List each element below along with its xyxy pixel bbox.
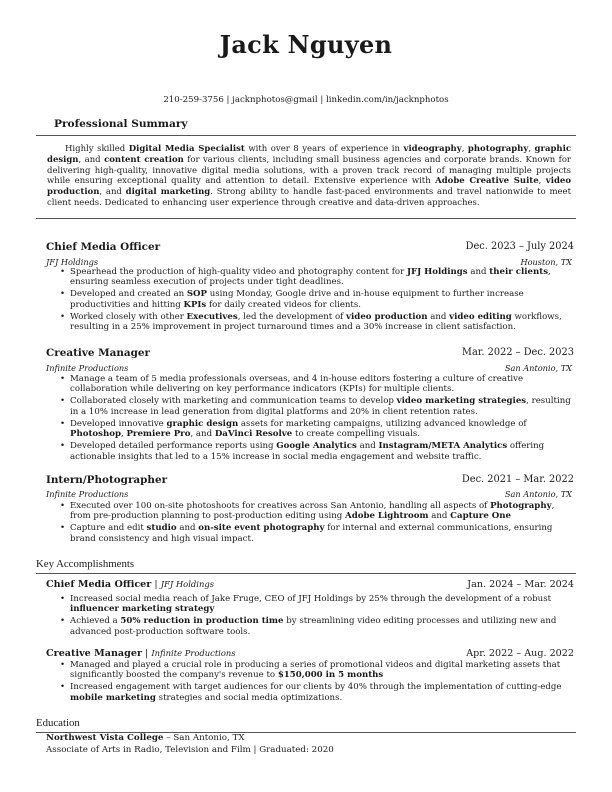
accomplishment-title: Creative Manager	[46, 648, 142, 659]
accomplishment-dates: Apr. 2022 – Aug. 2022	[466, 648, 574, 659]
bold-text: $150,000 in 5 months	[277, 670, 384, 681]
accomplishments-rule	[36, 573, 576, 574]
education-school: Northwest Vista College	[46, 733, 164, 743]
text-run: Developed innovative	[70, 418, 167, 429]
text-run: Collaborated closely with marketing and communication teams to develop	[70, 396, 397, 407]
text-run: Executed over 100 on-site photoshoots for creatives across San Antonio, handling all aspects of	[70, 501, 491, 511]
job-heading	[46, 241, 574, 255]
text-run: , resulting in a 10% increase in lead generation from digital platforms and 20% in client retention rates.	[70, 396, 571, 417]
accomplishment-heading: Chief Media Officer | JFJ Holdings Jan. 2024 – Mar. 2024	[46, 579, 574, 590]
bold-text: Capture One	[450, 511, 511, 522]
summary-rich-text	[47, 144, 571, 208]
bold-text: KPIs	[183, 299, 207, 310]
bold-text: content creation	[104, 154, 184, 165]
bullet-item	[46, 523, 574, 544]
bullet-item	[46, 289, 574, 310]
bold-text: video marketing strategies	[396, 396, 527, 407]
bullet-item	[46, 312, 574, 333]
job-title: Creative Manager	[46, 347, 150, 359]
education-heading: Education	[36, 717, 80, 729]
job-subheading	[46, 489, 572, 500]
job-bullets	[46, 501, 574, 546]
job-title: Chief Media Officer	[46, 241, 161, 253]
job-dates: Dec. 2023 – July 2024	[465, 241, 574, 252]
bullet-item	[46, 267, 574, 288]
job-title: Intern/Photographer	[46, 474, 168, 486]
bullet-icon: •	[60, 289, 66, 300]
bullet-item	[46, 396, 574, 417]
text-run: to create compelling visuals.	[292, 429, 421, 440]
text-run: , and	[99, 187, 126, 198]
bullet-icon: •	[60, 267, 66, 277]
text-run: and	[176, 523, 199, 534]
contact-line: 210-259-3756 | jacknphotos@gmail | linkedin.com/in/jacknphotos	[163, 95, 449, 105]
bold-text: Photoshop	[70, 429, 121, 440]
bullet-icon: •	[60, 616, 66, 627]
text-run: , and	[190, 429, 215, 440]
text-run: and	[467, 267, 490, 277]
text-run: Manage a team of 5 media professionals overseas, and 4 in-house editors fostering a culture of creative collaboration while delivering on key performance indicators (KPIs) for multiple clients.	[70, 374, 524, 395]
text-run: , from pre-production planning to post-production editing using	[70, 501, 555, 522]
bold-text: Digital Media Specialist	[128, 144, 245, 154]
text-run: Highly skilled	[65, 144, 129, 154]
text-run: Achieved a	[70, 616, 121, 627]
job-bullets	[46, 374, 574, 464]
bold-text: videography	[403, 144, 462, 154]
text-run: by streamlining video editing processes and utilizing new and advanced post-production software tools.	[70, 616, 557, 637]
job-dates: Mar. 2022 – Dec. 2023	[461, 347, 574, 358]
job-bullets	[46, 267, 574, 334]
text-run: ,	[461, 144, 468, 154]
job-location: San Antonio, TX	[504, 489, 572, 499]
bold-text: video production	[346, 311, 428, 322]
text-run: and	[427, 311, 450, 322]
text-run: workflows, resulting in a 25% improvement in project turnaround times and a 30% increase in client satisfaction.	[70, 311, 562, 333]
accomplishment-bullets	[46, 660, 574, 705]
accomplishment-company: Infinite Productions	[151, 648, 236, 658]
bullet-item	[46, 419, 574, 440]
candidate-name: Jack Nguyen	[219, 30, 393, 59]
accomplishment-bullets	[46, 594, 574, 639]
bold-text: influencer marketing strategy	[70, 604, 215, 615]
text-run: , ensuring seamless execution of projects under tight deadlines.	[70, 267, 551, 288]
bullet-icon: •	[60, 311, 66, 322]
accomplishments-heading: Key Accomplishments	[36, 558, 135, 570]
bold-text: Executives	[186, 311, 238, 322]
bullet-item	[46, 616, 574, 637]
text-run: Increased social media reach of Jake Fruge, CEO of JFJ Holdings by 25% through the development of a robust	[70, 594, 552, 604]
job-location: Houston, TX	[520, 257, 572, 267]
text-run: for daily created videos for clients.	[206, 299, 362, 310]
bullet-icon: •	[60, 501, 66, 511]
bold-text: JFJ Holdings	[406, 267, 468, 277]
job-heading	[46, 347, 574, 361]
text-run: , led the development of	[237, 311, 347, 322]
accomplishment-title: Chief Media Officer	[46, 579, 152, 590]
job-heading	[46, 474, 574, 488]
text-run: and	[428, 511, 451, 522]
summary-paragraph	[47, 144, 571, 209]
accomplishment-dates: Jan. 2024 – Mar. 2024	[467, 579, 574, 590]
bold-text: Instagram/META Analytics	[378, 441, 508, 452]
text-run: for various clients, including small business agencies and corporate brands. Known for delivering high-quality, innovative digital media solutions, with a proven track record of managing multiple projects while ensuring exceptional quality and attention to detail. Extensive experience with	[47, 154, 571, 187]
bullet-icon: •	[60, 374, 66, 384]
text-run: , and	[78, 154, 105, 165]
summary-top-rule	[36, 135, 576, 136]
text-run: and	[356, 441, 379, 452]
bullet-item	[46, 501, 574, 522]
bold-text: Google Analytics	[276, 441, 357, 452]
bold-text: digital marketing	[125, 187, 211, 198]
job-company: JFJ Holdings	[46, 257, 99, 267]
accomplishment-heading: Creative Manager | Infinite Productions Apr. 2022 – Aug. 2022	[46, 648, 574, 659]
bold-text: Photography	[490, 501, 552, 511]
bold-text: 50% reduction in production time	[120, 616, 284, 627]
text-run: Capture and edit	[70, 523, 147, 534]
bold-text: Premiere Pro	[126, 429, 191, 440]
bold-text: SOP	[186, 289, 207, 300]
text-run: ,	[120, 429, 127, 440]
bullet-item	[46, 660, 574, 681]
text-run: for internal and external communications, ensuring brand consistency and high visual impact.	[70, 523, 553, 544]
bullet-icon: •	[60, 523, 66, 534]
bold-text: on-site event photography	[198, 523, 325, 534]
bold-text: video production	[47, 176, 571, 198]
bullet-item	[46, 594, 574, 615]
text-run: Developed and created an	[70, 289, 187, 300]
bullet-item	[46, 441, 574, 462]
bold-text: graphic design	[166, 418, 239, 429]
bullet-icon: •	[60, 594, 66, 604]
bold-text: DaVinci Resolve	[214, 429, 293, 440]
bullet-icon: •	[60, 418, 66, 429]
text-run: offering actionable insights that led to a 15% increase in social media engagement and website traffic.	[70, 441, 545, 462]
education-location: – San Antonio, TX	[163, 733, 245, 743]
accomplishment-company: JFJ Holdings	[160, 579, 214, 589]
text-run: strategies and social media optimizations.	[155, 692, 343, 703]
job-company: Infinite Productions	[46, 363, 129, 373]
bold-text: mobile marketing	[70, 692, 156, 703]
bullet-icon: •	[60, 396, 66, 407]
summary-bottom-rule	[36, 218, 576, 219]
job-subheading	[46, 363, 572, 374]
text-run: assets for marketing campaigns, utilizing advanced knowledge of	[238, 418, 527, 429]
summary-heading: Professional Summary	[54, 118, 188, 130]
bullet-item	[46, 682, 574, 703]
bullet-icon: •	[60, 441, 66, 452]
text-run: Spearhead the production of high-quality video and photography content for	[70, 267, 407, 277]
bold-text: graphic design	[47, 144, 572, 165]
bullet-item	[46, 374, 574, 395]
text-run: using Monday, Google drive and in-house equipment to further increase productivities and hitting	[70, 289, 524, 310]
text-run: with over 8 years of experience in	[244, 144, 404, 154]
bold-text: Adobe Creative Suite	[435, 176, 539, 187]
education-school-line	[46, 733, 245, 745]
bold-text: photography	[467, 144, 529, 154]
bold-text: Adobe Lightroom	[345, 511, 429, 522]
text-run: Increased engagement with target audiences for our clients by 40% through the implementation of cutting-edge	[70, 682, 562, 693]
text-run: ,	[528, 144, 535, 154]
bullet-icon: •	[60, 682, 66, 693]
text-run: . Strong ability to handle fast-paced environments and travel nationwide to meet client needs. Dedicated to enhancing user experience through creative and data-driven approaches.	[47, 187, 572, 208]
job-location: San Antonio, TX	[504, 363, 572, 373]
bold-text: video editing	[449, 311, 512, 322]
job-dates: Dec. 2021 – Mar. 2022	[461, 474, 574, 485]
bullet-icon: •	[60, 660, 66, 670]
text-run: ,	[538, 176, 546, 187]
text-run: Developed detailed performance reports using	[70, 441, 277, 452]
bold-text: studio	[146, 523, 177, 534]
text-run: Worked closely with other	[70, 311, 187, 322]
education-degree: Associate of Arts in Radio, Television and Film | Graduated: 2020	[46, 745, 334, 755]
job-company: Infinite Productions	[46, 489, 129, 499]
bold-text: their clients	[489, 267, 549, 277]
text-run: Managed and played a crucial role in producing a series of promotional videos and digital marketing assets that significantly boosted the company's revenue to	[70, 660, 561, 681]
